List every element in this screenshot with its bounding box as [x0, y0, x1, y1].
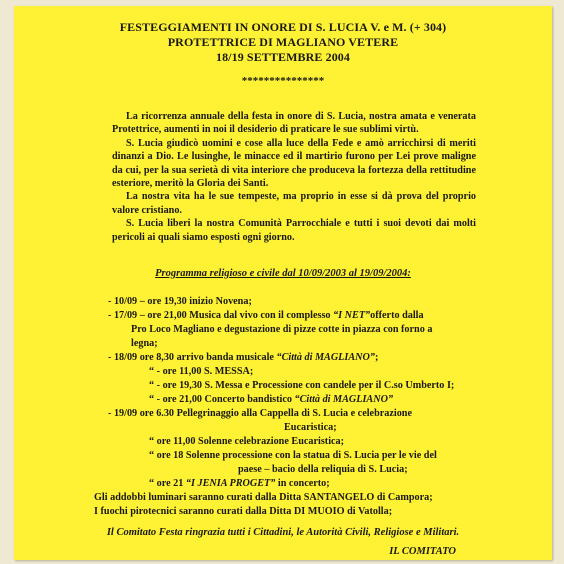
star-divider: ***************: [241, 75, 325, 87]
title-line-1: FESTEGGIAMENTI IN ONORE DI S. LUCIA V. e M. (+ 304): [119, 20, 447, 34]
program-line: paese – bacio della reliquia di S. Lucia;: [238, 464, 408, 475]
program-line: “ - ore 19,30 S. Messa e Processione con candele per il C.so Umberto I;: [149, 380, 455, 391]
program-line: Gli addobbi luminari saranno curati dalla Ditta SANTANGELO di Campora;: [94, 492, 433, 503]
intro-paragraph-3: La nostra vita ha le sue tempeste, ma proprio in esse si dà prova del proprio valore cristiano.: [112, 191, 476, 216]
title-line-2: PROTETTRICE DI MAGLIANO VETERE: [167, 35, 399, 49]
program-line: “ ore 11,00 Solenne celebrazione Eucaristica;: [149, 436, 345, 447]
program-line: - 19/09 ore 6.30 Pellegrinaggio alla Cappella di S. Lucia e celebrazione: [108, 408, 412, 419]
program-text: - 18/09 ore 8,30 arrivo banda musicale: [108, 352, 277, 363]
program-text: offerto dalla: [370, 310, 424, 321]
intro-paragraph-2: S. Lucia giudicò uomini e cose alla luce della Fede e amò arricchirsi di meriti dinanzi a Dio. Le lusinghe, le minacce ed il martirio furono per Lei prove maligne da cui, per la sua serietà di vita interiore che produceva la fortezza della rettitudine esteriore, meritò la Gloria dei Santi.: [112, 137, 476, 190]
program-text: ;: [374, 352, 379, 363]
program-text: “ ore 21: [149, 478, 186, 489]
band-name: “Città di MAGLIANO”: [276, 352, 375, 363]
program-line: - 10/09 – ore 19,30 inizio Novena;: [108, 296, 252, 307]
program-line: [108, 351, 378, 364]
intro-paragraph-4: S. Lucia liberi la nostra Comunità Parrocchiale e tutti i suoi devoti dai molti pericoli ai quali siamo esposti ogni giorno.: [112, 218, 476, 243]
band-name: “I NET”: [333, 310, 371, 321]
program-text: - 17/09 – ore 21,00 Musica dal vivo con il complesso: [108, 310, 334, 321]
band-name: “Città di MAGLIANO”: [294, 394, 394, 405]
thanks-line: Il Comitato Festa ringrazia tutti i Cittadini, le Autorità Civili, Religiose e Militari.: [106, 527, 460, 538]
program-line: Eucaristica;: [284, 422, 337, 433]
program-title: Programma religioso e civile dal 10/09/2003 al 19/09/2004:: [155, 268, 411, 279]
band-name: “I JENIA PROGET”: [185, 478, 276, 489]
program-line: [108, 309, 424, 322]
program-line: Pro Loco Magliano e degustazione di pizze cotte in piazza con forno a: [131, 324, 433, 335]
program-text: “ - ore 21,00 Concerto bandistico: [149, 394, 295, 405]
title-date: 18/19 SETTEMBRE 2004: [215, 50, 351, 64]
signature: IL COMITATO: [389, 546, 456, 557]
program-text: in concerto;: [275, 478, 330, 489]
intro-paragraph-1: La ricorrenza annuale della festa in onore di S. Lucia, nostra amata e venerata Protettrice, aumenti in noi il desiderio di praticare le sue sublimi virtù.: [112, 111, 476, 136]
program-line: legna;: [131, 338, 158, 349]
program-line: I fuochi pirotecnici saranno curati dalla Ditta DI MUOIO di Vatolla;: [94, 506, 393, 517]
intro-text: [112, 110, 476, 244]
poster-sheet: [14, 6, 552, 560]
program-line: [149, 393, 393, 406]
program-line: [149, 477, 330, 490]
program-line: “ - ore 11,00 S. MESSA;: [149, 366, 254, 377]
program-line: “ ore 18 Solenne processione con la statua di S. Lucia per le vie del: [149, 450, 437, 461]
